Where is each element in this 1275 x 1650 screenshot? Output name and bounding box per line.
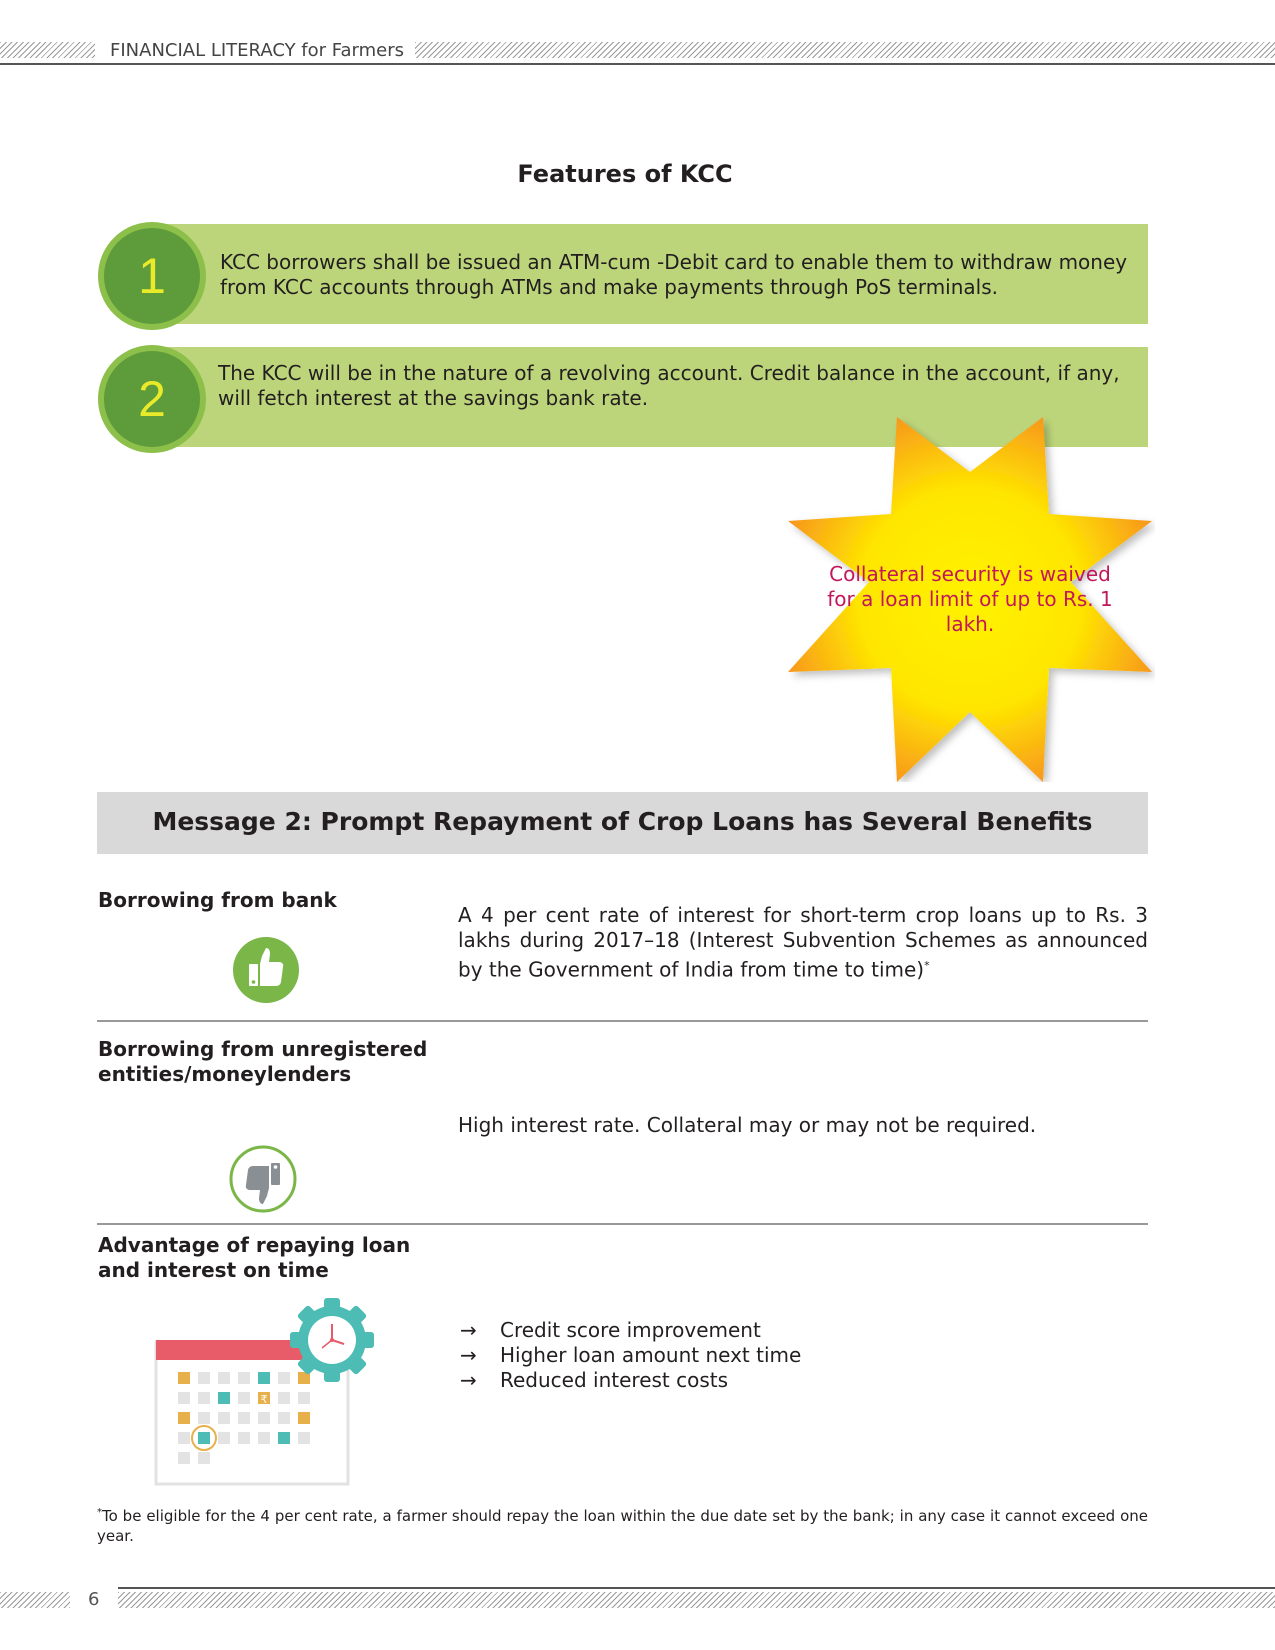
benefit-item-3 [460,1368,728,1393]
feature-text-2: The KCC will be in the nature of a revolving account. Credit balance in the account, if any, will fetch interest at the savings bank rate. [218,361,1120,410]
collateral-callout-text: Collateral security is waived for a loan limit of up to Rs. 1 lakh. [827,562,1113,636]
feature-text-1: KCC borrowers shall be issued an ATM-cum -Debit card to enable them to withdraw money from KCC accounts through ATMs and make payments through PoS terminals. [220,250,1128,299]
arrow-right-icon: → [460,1343,477,1367]
header-hatch-right [415,42,1275,58]
rupee-glyph: ₹ [260,1393,268,1406]
footnote-text: To be eligible for the 4 per cent rate, a farmer should repay the loan within the due date set by the bank; in any case it cannot exceed one year. [97,1507,1148,1545]
benefit-item-1 [460,1318,761,1343]
footnote-marker: * [924,959,930,972]
arrow-right-icon: → [460,1368,477,1392]
row-divider-2 [97,1223,1148,1225]
benefit-text: Higher loan amount next time [500,1343,802,1367]
footnote-mark: * [97,1507,102,1518]
header-hatch-left [0,42,95,58]
footer-hatch-left [0,1592,70,1608]
feature-number-2: 2 [98,345,206,453]
benefit-item-2 [460,1343,801,1368]
page-number: 6 [88,1589,100,1610]
row-label-moneylenders: Borrowing from unregistered entities/moneylenders [98,1037,428,1086]
footer-hatch-right [118,1592,1275,1608]
row-desc-bank [458,903,1148,983]
row-label-bank: Borrowing from bank [98,888,337,912]
benefit-text: Reduced interest costs [500,1368,729,1392]
footnote [97,1503,1148,1546]
message-title: Message 2: Prompt Repayment of Crop Loans has Several Benefits [152,807,1093,836]
benefit-text: Credit score improvement [500,1318,761,1342]
thumbs-down-icon [228,1144,298,1214]
running-head: FINANCIAL LITERACY for Farmers [110,40,404,61]
header-rule [0,63,1275,65]
footer-rule [118,1587,1275,1589]
features-title: Features of KCC [517,160,733,188]
row-desc-moneylenders: High interest rate. Collateral may or may not be required. [458,1113,1037,1137]
row-divider-1 [97,1020,1148,1022]
feature-number-1: 1 [98,222,206,330]
row-label-advantage: Advantage of repaying loan and interest on time [98,1233,411,1282]
calendar-clock-icon [152,1298,382,1488]
row-desc-bank-text: A 4 per cent rate of interest for short-term crop loans up to Rs. 3 lakhs during 2017–18 (Interest Subvention Schemes as announced by the Government of India from time to time) [458,903,1148,982]
arrow-right-icon: → [460,1318,477,1342]
thumbs-up-icon [232,936,300,1004]
